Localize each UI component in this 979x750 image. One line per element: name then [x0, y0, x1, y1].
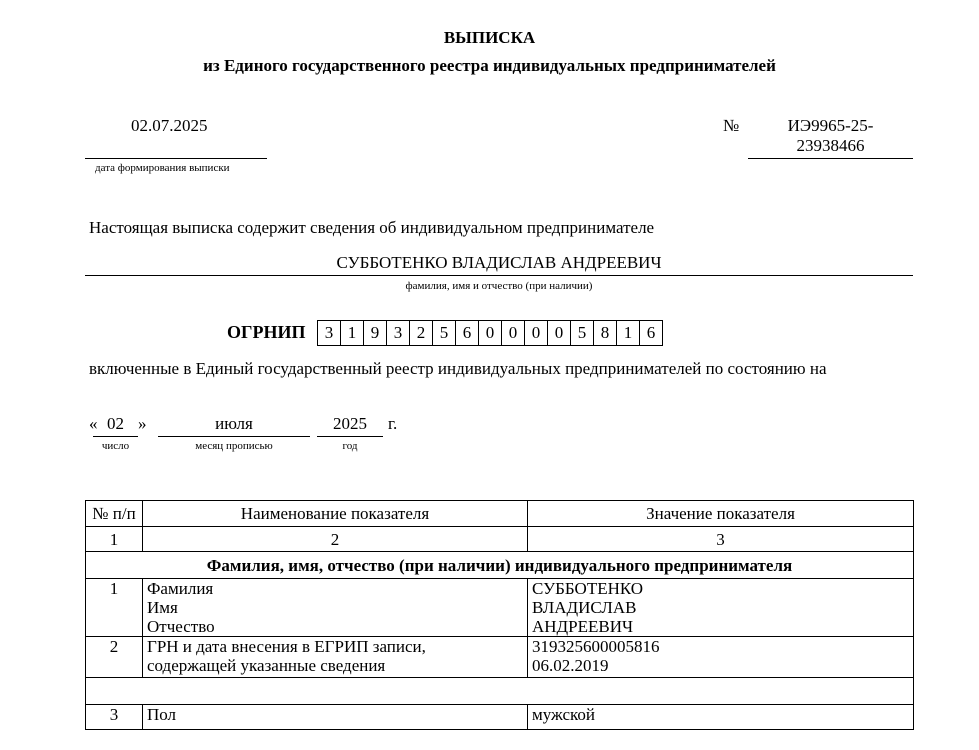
indicator-line: Имя [147, 598, 178, 617]
value-line: 06.02.2019 [532, 656, 609, 675]
section-title-row [86, 552, 914, 579]
column-number-row [86, 527, 914, 552]
value-line: ВЛАДИСЛАВ [532, 598, 637, 617]
ogrnip-digit: 6 [455, 320, 479, 346]
header-number: № п/п [86, 501, 143, 527]
year-caption: год [342, 440, 358, 452]
quote-open: « [89, 414, 98, 433]
column-number: 1 [86, 527, 143, 552]
section-title: Фамилия, имя, отчество (при наличии) индивидуального предпринимателя [86, 552, 914, 579]
ogrnip-digit: 2 [409, 320, 433, 346]
spacer-cell [86, 678, 914, 705]
issue-date-caption: дата формирования выписки [95, 162, 230, 174]
row-indicator-value [528, 637, 914, 678]
table-header-row [86, 501, 914, 527]
ogrnip-digit: 0 [547, 320, 571, 346]
indicator-line: содержащей указанные сведения [147, 656, 386, 675]
intro-text: Настоящая выписка содержит сведения об индивидуальном предпринимателе [89, 218, 655, 237]
day-underline [93, 436, 138, 437]
row-indicator-name [143, 705, 528, 730]
document-subtitle: из Единого государственного реестра индивидуальных предпринимателей [203, 56, 776, 75]
month-underline [158, 436, 310, 437]
ogrnip-digit: 5 [570, 320, 594, 346]
status-year: 2025 [333, 414, 367, 433]
year-underline [317, 436, 383, 437]
person-name-caption: фамилия, имя и отчество (при наличии) [405, 280, 593, 292]
ogrnip-digit: 3 [386, 320, 410, 346]
ogrnip-digit: 5 [432, 320, 456, 346]
month-caption: месяц прописью [195, 440, 273, 452]
ogrnip-digit: 8 [593, 320, 617, 346]
indicator-line: ГРН и дата внесения в ЕГРИП записи, [147, 637, 426, 656]
column-number: 2 [143, 527, 528, 552]
extract-table [85, 500, 914, 730]
ogrnip-digit: 9 [363, 320, 387, 346]
row-number: 2 [86, 637, 143, 678]
ogrnip-digit: 1 [616, 320, 640, 346]
value-line: 319325600005816 [532, 637, 660, 656]
indicator-line: Фамилия [147, 579, 214, 598]
document-number-line2: 23938466 [796, 136, 865, 155]
ogrnip-label: ОГРНИП [227, 322, 306, 342]
value-line: мужской [532, 705, 596, 724]
status-text: включенные в Единый государственный реестр индивидуальных предпринимателей по состоянию на [89, 359, 827, 378]
number-sign: № [723, 116, 740, 135]
table-row [86, 579, 914, 637]
day-caption: число [101, 440, 130, 452]
document-title: ВЫПИСКА [443, 28, 536, 47]
ogrnip-digit: 0 [501, 320, 525, 346]
document-number-line1: ИЭ9965-25- [787, 116, 874, 135]
issue-date-underline [85, 158, 267, 159]
value-line: СУББОТЕНКО [532, 579, 644, 598]
ogrnip-digits [317, 320, 663, 346]
empty-spacer-row [86, 678, 914, 705]
row-indicator-name [143, 637, 528, 678]
person-name-underline [85, 275, 913, 276]
value-line: АНДРЕЕВИЧ [532, 617, 634, 636]
ogrnip-digit: 1 [340, 320, 364, 346]
ogrnip-digit: 3 [317, 320, 341, 346]
ogrnip-digit: 0 [478, 320, 502, 346]
indicator-line: Пол [147, 705, 177, 724]
table-row [86, 705, 914, 730]
status-month: июля [215, 414, 253, 433]
issue-date: 02.07.2025 [131, 116, 208, 135]
ogrnip-digit: 6 [639, 320, 663, 346]
row-indicator-value [528, 579, 914, 637]
row-indicator-value [528, 705, 914, 730]
header-indicator-value: Значение показателя [528, 501, 914, 527]
ogrnip-digit: 0 [524, 320, 548, 346]
column-number: 3 [528, 527, 914, 552]
indicator-line: Отчество [147, 617, 215, 636]
person-name: СУББОТЕНКО ВЛАДИСЛАВ АНДРЕЕВИЧ [336, 253, 662, 272]
row-indicator-name [143, 579, 528, 637]
table-row [86, 637, 914, 678]
quote-close: » [138, 414, 147, 433]
year-suffix: г. [388, 414, 398, 433]
document-number [748, 116, 913, 156]
row-number: 1 [86, 579, 143, 637]
header-indicator-name: Наименование показателя [143, 501, 528, 527]
row-number: 3 [86, 705, 143, 730]
document-number-underline [748, 158, 913, 159]
status-day: 02 [107, 414, 124, 433]
